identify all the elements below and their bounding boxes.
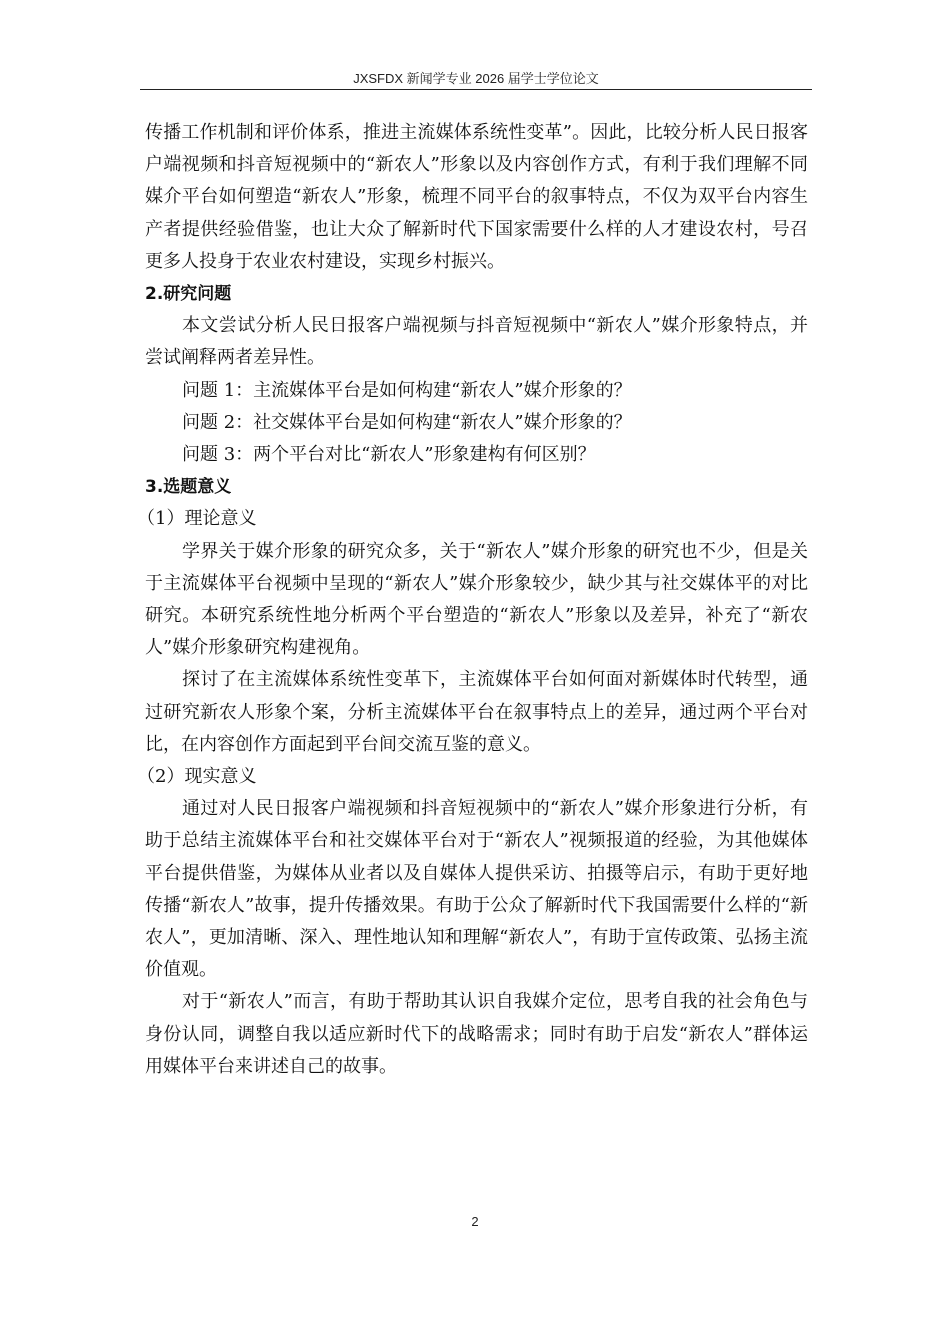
paragraph-research: 本文尝试分析人民日报客户端视频与抖音短视频中“新农人”媒介形象特点，并尝试阐释两者差异性。 xyxy=(145,315,808,369)
paragraph-theory-2: 探讨了在主流媒体系统性变革下，主流媒体平台如何面对新媒体时代转型，通过研究新农人形象个案，分析主流媒体平台在叙事特点上的差异，通过两个平台对比，在内容创作方面起到平台间交流互鉴的意义。 xyxy=(145,669,808,755)
document-body xyxy=(137,117,808,1083)
paragraph-intro: 传播工作机制和评价体系，推进主流媒体系统性变革”。因此，比较分析人民日报客户端视频和抖音短视频中的“新农人”形象以及内容创作方式，有利于我们理解不同媒介平台如何塑造“新农人”形象，梳理不同平台的叙事特点，不仅为双平台内容生产者提供经验借鉴，也让大众了解新时代下国家需要什么样的人才建设农村，号召更多人投身于农业农村建设，实现乡村振兴。 xyxy=(145,122,808,272)
paragraph-theory-1: 学界关于媒介形象的研究众多，关于“新农人”媒介形象的研究也不少，但是关于主流媒体平台视频中呈现的“新农人”媒介形象较少，缺少其与社交媒体平的对比研究。本研究系统性地分析两个平台塑造的“新农人”形象以及差异，补充了“新农人”媒介形象研究构建视角。 xyxy=(145,540,808,659)
paragraph-practice-1: 通过对人民日报客户端视频和抖音短视频中的“新农人”媒介形象进行分析，有助于总结主流媒体平台和社交媒体平台对于“新农人”视频报道的经验，为其他媒体平台提供借鉴，为媒体从业者以及自媒体人提供采访、拍摄等启示，有助于更好地传播“新农人”故事，提升传播效果。有助于公众了解新时代下我国需要什么样的“新农人”，更加清晰、深入、理性地认知和理解“新农人”，有助于宣传政策、弘扬主流价值观。 xyxy=(145,798,808,981)
question-1: 问题 1：主流媒体平台是如何构建“新农人”媒介形象的？ xyxy=(182,379,632,401)
subheading-theoretical: （1）理论意义 xyxy=(137,508,257,530)
page-number: 2 xyxy=(471,1214,479,1229)
header-divider xyxy=(140,89,812,90)
paragraph-practice-2: 对于“新农人”而言，有助于帮助其认识自我媒介定位，思考自我的社会角色与身份认同，调整自我以适应新时代下的战略需求；同时有助于启发“新农人”群体运用媒体平台来讲述自己的故事。 xyxy=(145,991,808,1077)
question-2: 问题 2：社交媒体平台是如何构建“新农人”媒介形象的？ xyxy=(182,411,632,433)
question-3: 问题 3：两个平台对比“新农人”形象建构有何区别？ xyxy=(182,444,596,466)
subheading-practical: （2）现实意义 xyxy=(137,766,257,788)
section-heading-significance: 3.选题意义 xyxy=(145,477,232,498)
section-heading-research-questions: 2.研究问题 xyxy=(145,284,232,305)
running-header: JXSFDX 新闻学专业 2026 届学士学位论文 xyxy=(353,71,599,86)
